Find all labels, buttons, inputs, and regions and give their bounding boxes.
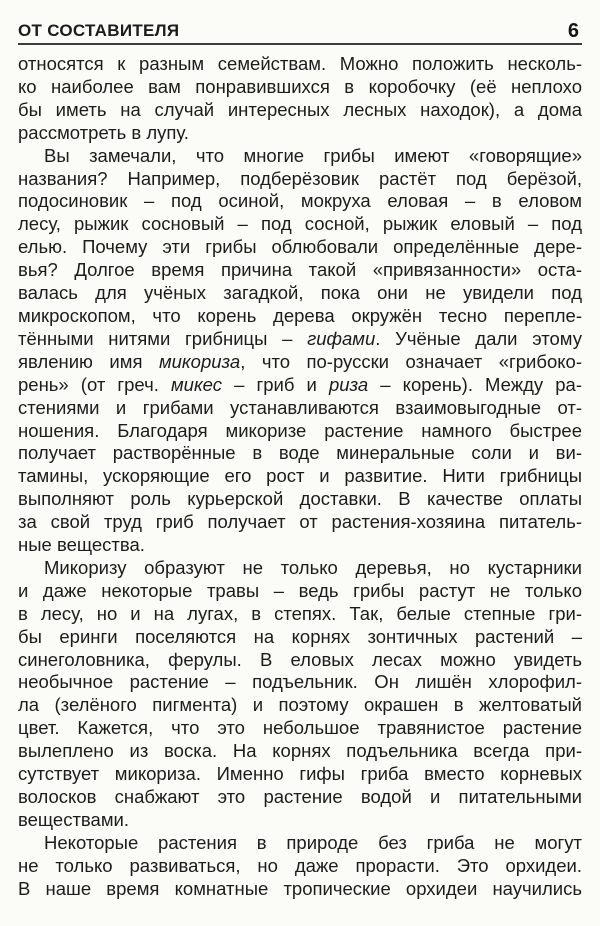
text-line: цвет. Кажется, что это небольшое травянистое растение [18, 717, 582, 739]
text-line: подосиновик – под осиной, мокруха еловая – в еловом [18, 190, 582, 212]
paragraph [18, 557, 582, 832]
text-line: микроскопом, что корень дерева окружён тесно перепле- [18, 304, 582, 326]
page-header [18, 0, 582, 45]
text-line: Вы замечали, что многие грибы имеют «говорящие» [44, 144, 582, 166]
text-line: и даже некоторые травы – ведь грибы растут не только [18, 579, 582, 601]
text-line: бы иметь на случай интересных лесных находок), а дома [18, 98, 582, 120]
italic-term: гифами [307, 327, 376, 349]
text-line: названия? Например, подберёзовик растёт под берёзой, [18, 167, 582, 189]
page-number: 6 [567, 20, 579, 42]
text-line: В наше время комнатные тропические орхидеи научились [18, 877, 582, 899]
text-line: ко наиболее вам понравившихся в коробочку (её неплохо [18, 75, 582, 97]
paragraph [18, 145, 582, 557]
text-line: получает растворённые в воде минеральные соли и ви- [18, 442, 582, 464]
text-line: стениями и грибами устанавливаются взаимовыгодные от- [18, 396, 582, 418]
text-line: тёнными нитями грибницы – гифами. Учёные дали этому [18, 327, 582, 349]
text-line: валась для учёных загадкой, пока они не увидели под [18, 282, 582, 304]
text-line: ные вещества. [18, 534, 145, 556]
text-line: не только развиваться, но даже прорасти. Это орхидеи. [18, 854, 582, 876]
italic-term: микес [170, 373, 223, 395]
section-title: ОТ СОСТАВИТЕЛЯ [18, 21, 180, 40]
text-line: волосков снабжают это растение водой и питательными [18, 786, 582, 807]
text-body [18, 53, 582, 901]
text-line: относятся к разным семействам. Можно положить несколь- [18, 53, 582, 74]
text-line: тамины, ускоряющие его рост и развитие. Нити грибницы [18, 465, 582, 487]
text-line: явлению имя микориза, что по-русски означает «грибоко- [18, 350, 582, 372]
text-line: необычное растение – подъельник. Он лишён хлорофил- [18, 671, 582, 693]
text-line: выполняют роль курьерской доставки. В качестве оплаты [18, 488, 582, 510]
text-line: сутствует микориза. Именно гифы гриба вместо корневых [18, 763, 582, 785]
text-line: веществами. [18, 808, 130, 830]
italic-term: микориза [158, 350, 241, 372]
text-line: Некоторые растения в природе без гриба не могут [44, 831, 582, 853]
text-line: ношения. Благодаря микоризе растение намного быстрее [18, 419, 582, 441]
text-line: синеголовника, ферулы. В еловых лесах можно увидеть [18, 648, 582, 670]
text-line: рассмотреть в лупу. [18, 121, 189, 143]
text-line: за свой труд гриб получает от растения-хозяина питатель- [18, 511, 582, 533]
text-line: лесу, рыжик сосновый – под сосной, рыжик еловый – под [18, 213, 582, 235]
text-line: бы еринги поселяются на корнях зонтичных растений – [18, 625, 582, 647]
text-line: Микоризу образуют не только деревья, но кустарники [44, 556, 582, 578]
italic-term: риза [328, 373, 369, 395]
text-line: вья? Долгое время причина такой «привязанности» оста- [18, 259, 582, 281]
paragraph [18, 53, 582, 145]
text-line: вылеплено из воска. На корнях подъельника всегда при- [18, 740, 582, 762]
paragraph [18, 832, 582, 901]
text-line: елью. Почему эти грибы облюбовали определённые дере- [18, 236, 582, 258]
text-line: рень» (от греч. микес – гриб и риза – корень). Между ра- [18, 373, 582, 395]
text-line: ла (зелёного пигмента) и поэтому окрашен в желтоватый [18, 694, 582, 716]
text-line: в лесу, но и на лугах, в степях. Так, белые степные гри- [18, 602, 582, 624]
